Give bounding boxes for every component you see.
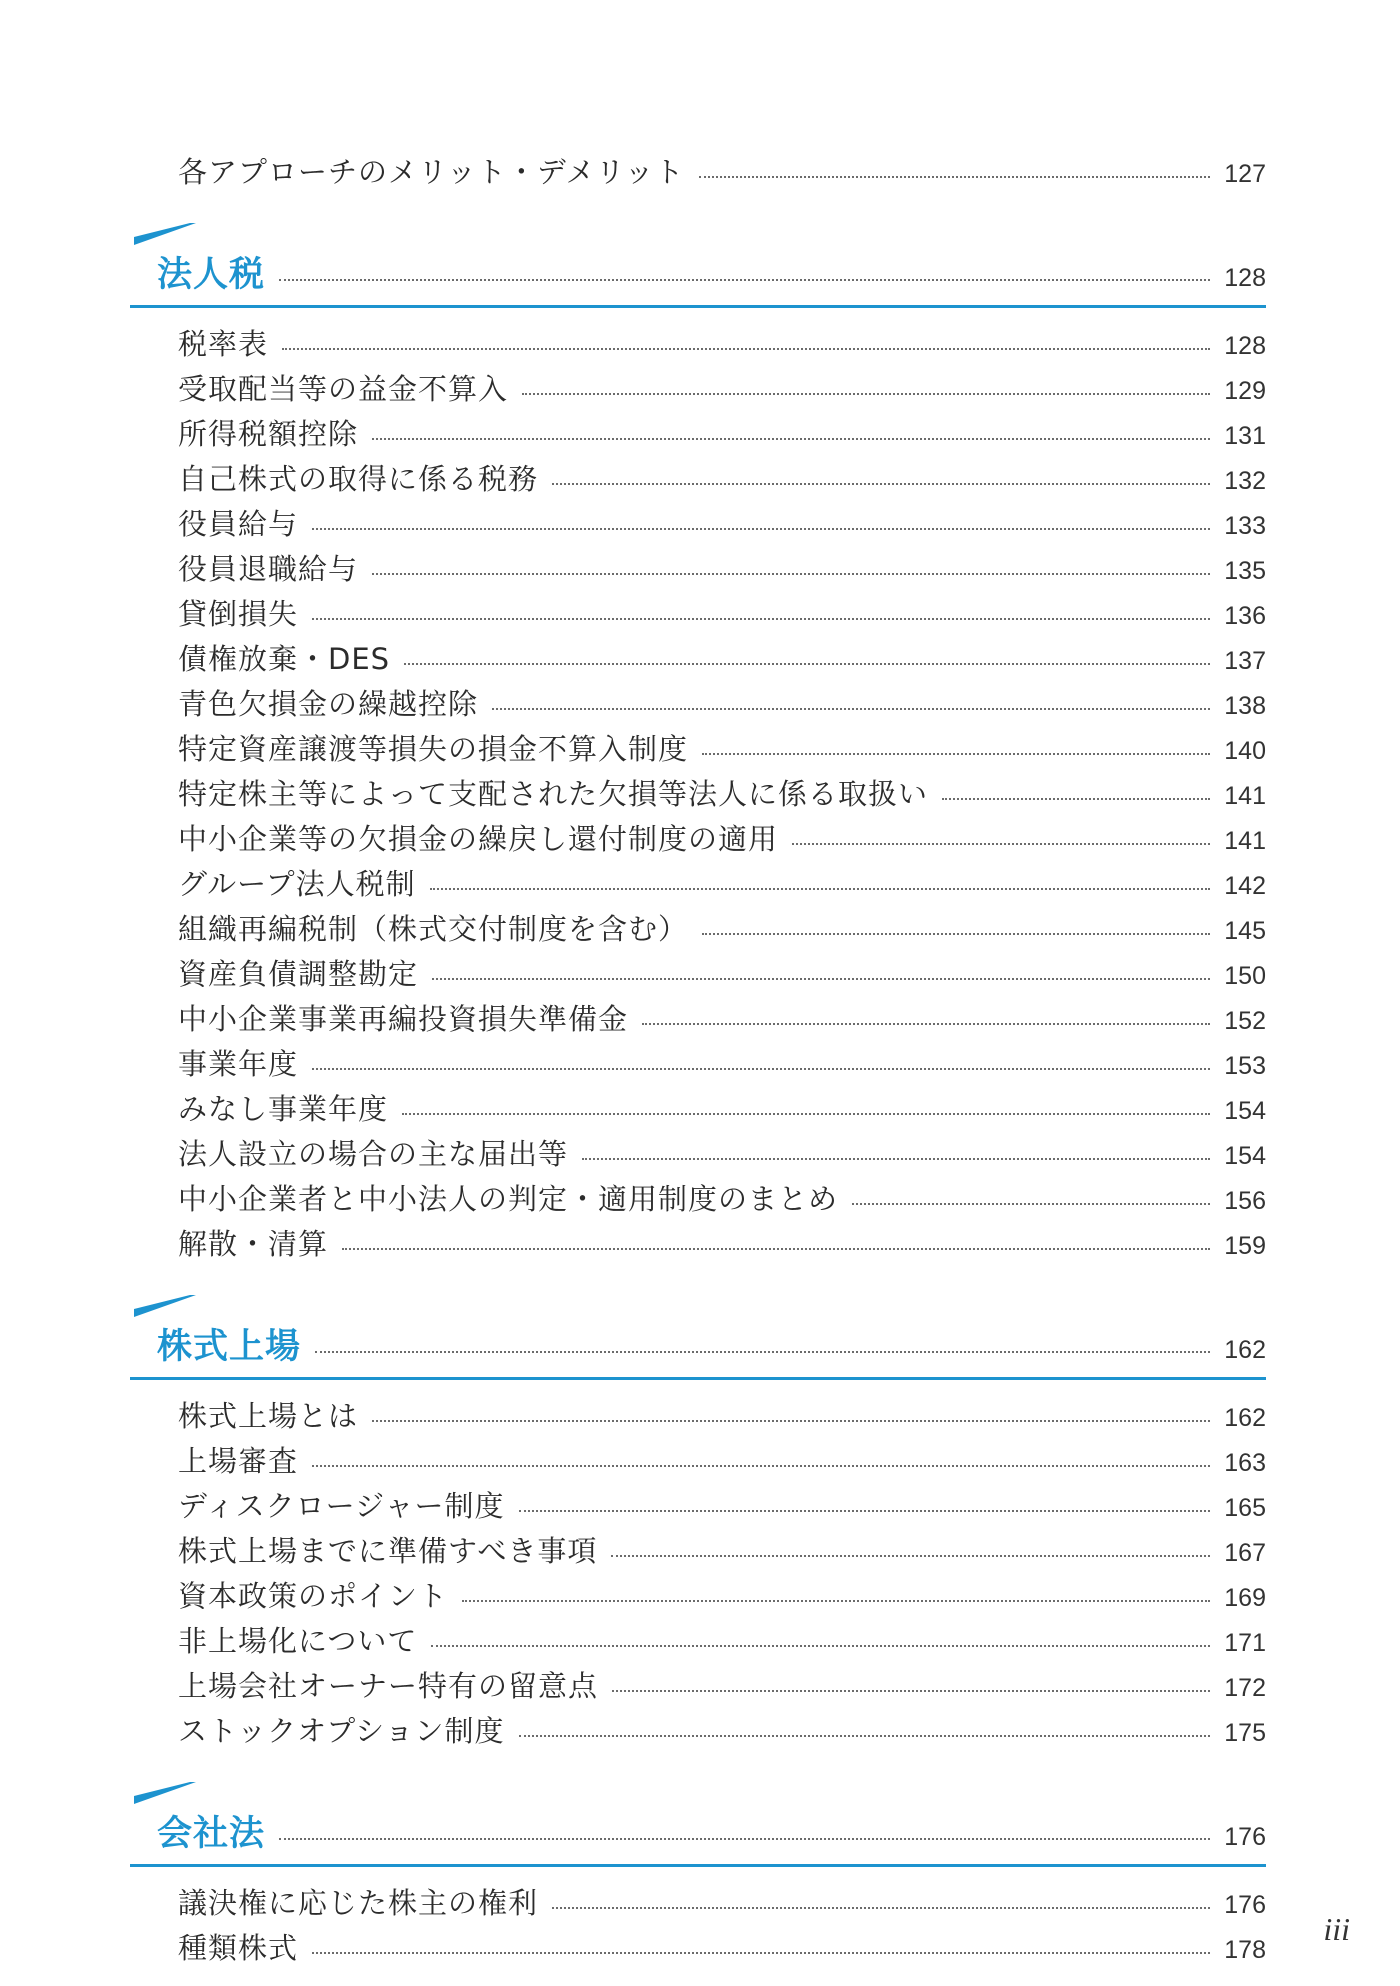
toc-entry[interactable] (130, 1881, 1266, 1926)
toc-entry-title: みなし事業年度 (178, 1092, 389, 1126)
toc-entry-title: 種類株式 (178, 1931, 299, 1965)
toc-entry[interactable] (130, 1484, 1266, 1529)
toc-entry-page: 169 (1224, 1584, 1266, 1612)
toc-section-header[interactable] (130, 205, 1266, 308)
toc-entry[interactable] (130, 1042, 1266, 1087)
dot-leader (402, 1113, 1210, 1115)
toc-entry-title: 上場審査 (178, 1444, 299, 1478)
toc-entry-title: 組織再編税制（株式交付制度を含む） (178, 912, 689, 946)
toc-entry-page: 162 (1224, 1404, 1266, 1432)
dot-leader (372, 1420, 1210, 1422)
toc-entry-page: 175 (1224, 1719, 1266, 1747)
section-title: 会社法 (157, 1814, 266, 1854)
dot-leader (792, 843, 1210, 845)
toc-entry-title: 資産負債調整勘定 (178, 957, 419, 991)
toc-entry[interactable] (130, 1664, 1266, 1709)
page-number: iii (1323, 1911, 1350, 1947)
section-flag-icon (134, 1295, 196, 1317)
toc-entry-page: 141 (1224, 827, 1266, 855)
toc-entry[interactable] (130, 547, 1266, 592)
toc-entry-title: 青色欠損金の繰越控除 (178, 687, 479, 721)
toc-entry-page: 152 (1224, 1007, 1266, 1035)
dot-leader (279, 1838, 1210, 1840)
toc-entry-page: 178 (1224, 1936, 1266, 1964)
toc-entry-title: 資本政策のポイント (178, 1579, 449, 1613)
toc-entry-title: 受取配当等の益金不算入 (178, 372, 509, 406)
dot-leader (279, 279, 1210, 281)
dot-leader (404, 663, 1210, 665)
toc-entry-page: 176 (1224, 1891, 1266, 1919)
toc-entry-page: 153 (1224, 1052, 1266, 1080)
toc-entry-page: 136 (1224, 602, 1266, 630)
section-title: 株式上場 (157, 1327, 302, 1367)
toc-entry-page: 154 (1224, 1142, 1266, 1170)
toc-section-header[interactable] (130, 1764, 1266, 1867)
toc-entry-title: ストックオプション制度 (178, 1714, 505, 1748)
dot-leader (611, 1555, 1210, 1557)
toc-entry-page: 137 (1224, 647, 1266, 675)
toc-entry-title: 特定資産譲渡等損失の損金不算入制度 (178, 732, 689, 766)
toc-entry[interactable] (130, 862, 1266, 907)
toc-entry-title: グループ法人税制 (178, 867, 416, 901)
toc-entry-title: 解散・清算 (178, 1227, 329, 1261)
section-page: 162 (1224, 1336, 1266, 1364)
toc-entry-page: 156 (1224, 1187, 1266, 1215)
toc-section-header[interactable] (130, 1277, 1266, 1380)
toc-entry-page: 138 (1224, 692, 1266, 720)
toc-entry-title: 中小企業事業再編投資損失準備金 (178, 1002, 629, 1036)
toc-entry-page: 135 (1224, 557, 1266, 585)
toc-entry[interactable] (130, 907, 1266, 952)
section-flag-icon (134, 223, 196, 245)
dot-leader (342, 1248, 1210, 1250)
toc-entry[interactable] (130, 1087, 1266, 1132)
toc-entry-page: 142 (1224, 872, 1266, 900)
toc-entry-title: 税率表 (178, 327, 269, 361)
dot-leader (372, 573, 1210, 575)
toc-entry[interactable] (130, 150, 1266, 195)
toc-entry[interactable] (130, 1619, 1266, 1664)
toc-entry-title: 非上場化について (178, 1624, 418, 1658)
toc-entry[interactable] (130, 817, 1266, 862)
dot-leader (552, 483, 1210, 485)
section-page: 128 (1224, 264, 1266, 292)
dot-leader (492, 708, 1210, 710)
toc-entry[interactable] (130, 1926, 1266, 1971)
toc-entry[interactable] (130, 592, 1266, 637)
toc-entry-title: 株式上場までに準備すべき事項 (178, 1534, 598, 1568)
toc-entry-page: 167 (1224, 1539, 1266, 1567)
toc-entry[interactable] (130, 1574, 1266, 1619)
toc-entry[interactable] (130, 502, 1266, 547)
toc-entry-page: 159 (1224, 1232, 1266, 1260)
toc-entry-page: 128 (1224, 332, 1266, 360)
toc-entry-title: 事業年度 (178, 1047, 299, 1081)
dot-leader (702, 933, 1210, 935)
toc-entry[interactable] (130, 682, 1266, 727)
toc-entry-title: 自己株式の取得に係る税務 (178, 462, 539, 496)
toc-entry-page: 129 (1224, 377, 1266, 405)
toc-entry-page: 150 (1224, 962, 1266, 990)
toc-entry-title: 役員給与 (178, 507, 299, 541)
dot-leader (432, 978, 1210, 980)
toc-entry-title: 債権放棄・DES (178, 642, 391, 676)
toc-entry-title: 中小企業者と中小法人の判定・適用制度のまとめ (178, 1182, 839, 1216)
toc-entry[interactable] (130, 1177, 1266, 1222)
toc-entry[interactable] (130, 457, 1266, 502)
dot-leader (430, 888, 1211, 890)
toc-entry-title: 貸倒損失 (178, 597, 299, 631)
table-of-contents (130, 150, 1266, 1971)
toc-entry-page: 131 (1224, 422, 1266, 450)
toc-entry-page: 163 (1224, 1449, 1266, 1477)
toc-entry-page: 171 (1224, 1629, 1266, 1657)
section-title: 法人税 (157, 255, 266, 295)
toc-entry-title: 議決権に応じた株主の権利 (178, 1886, 539, 1920)
dot-leader (519, 1510, 1211, 1512)
dot-leader (522, 393, 1210, 395)
dot-leader (699, 176, 1211, 178)
dot-leader (942, 798, 1210, 800)
dot-leader (312, 1465, 1210, 1467)
toc-entry-title: 中小企業等の欠損金の繰戻し還付制度の適用 (178, 822, 779, 856)
toc-entry-page: 141 (1224, 782, 1266, 810)
dot-leader (852, 1203, 1210, 1205)
toc-entry[interactable] (130, 1709, 1266, 1754)
toc-entry-page: 140 (1224, 737, 1266, 765)
dot-leader (702, 753, 1210, 755)
dot-leader (312, 1952, 1210, 1954)
toc-entry-page: 172 (1224, 1674, 1266, 1702)
toc-entry[interactable] (130, 322, 1266, 367)
toc-entry[interactable] (130, 367, 1266, 412)
toc-entry-title: ディスクロージャー制度 (178, 1489, 505, 1523)
section-flag-icon (134, 1782, 196, 1804)
dot-leader (582, 1158, 1210, 1160)
toc-entry-page: 165 (1224, 1494, 1266, 1522)
dot-leader (282, 348, 1210, 350)
toc-entry-page: 127 (1224, 160, 1266, 188)
dot-leader (642, 1023, 1210, 1025)
toc-entry[interactable] (130, 1439, 1266, 1484)
dot-leader (372, 438, 1210, 440)
toc-entry-page: 145 (1224, 917, 1266, 945)
toc-entry-title: 各アプローチのメリット・デメリット (178, 155, 685, 189)
toc-entry-title: 法人設立の場合の主な届出等 (178, 1137, 569, 1171)
dot-leader (312, 618, 1210, 620)
toc-entry-page: 133 (1224, 512, 1266, 540)
toc-entry[interactable] (130, 997, 1266, 1042)
toc-entry-page: 154 (1224, 1097, 1266, 1125)
toc-entry[interactable] (130, 637, 1266, 682)
toc-entry[interactable] (130, 412, 1266, 457)
dot-leader (519, 1735, 1211, 1737)
toc-entry[interactable] (130, 952, 1266, 997)
toc-entry[interactable] (130, 772, 1266, 817)
toc-entry[interactable] (130, 1529, 1266, 1574)
dot-leader (312, 528, 1210, 530)
section-page: 176 (1224, 1823, 1266, 1851)
toc-entry-title: 役員退職給与 (178, 552, 359, 586)
dot-leader (552, 1907, 1210, 1909)
toc-entry[interactable] (130, 1222, 1266, 1267)
dot-leader (462, 1600, 1210, 1602)
dot-leader (431, 1645, 1210, 1647)
toc-entry-title: 上場会社オーナー特有の留意点 (178, 1669, 599, 1703)
toc-entry[interactable] (130, 1394, 1266, 1439)
toc-entry-title: 特定株主等によって支配された欠損等法人に係る取扱い (178, 777, 929, 811)
toc-entry[interactable] (130, 727, 1266, 772)
dot-leader (612, 1690, 1210, 1692)
toc-entry-title: 株式上場とは (178, 1399, 359, 1433)
dot-leader (315, 1351, 1210, 1353)
dot-leader (312, 1068, 1210, 1070)
toc-entry-title: 所得税額控除 (178, 417, 359, 451)
toc-entry[interactable] (130, 1132, 1266, 1177)
toc-entry-page: 132 (1224, 467, 1266, 495)
